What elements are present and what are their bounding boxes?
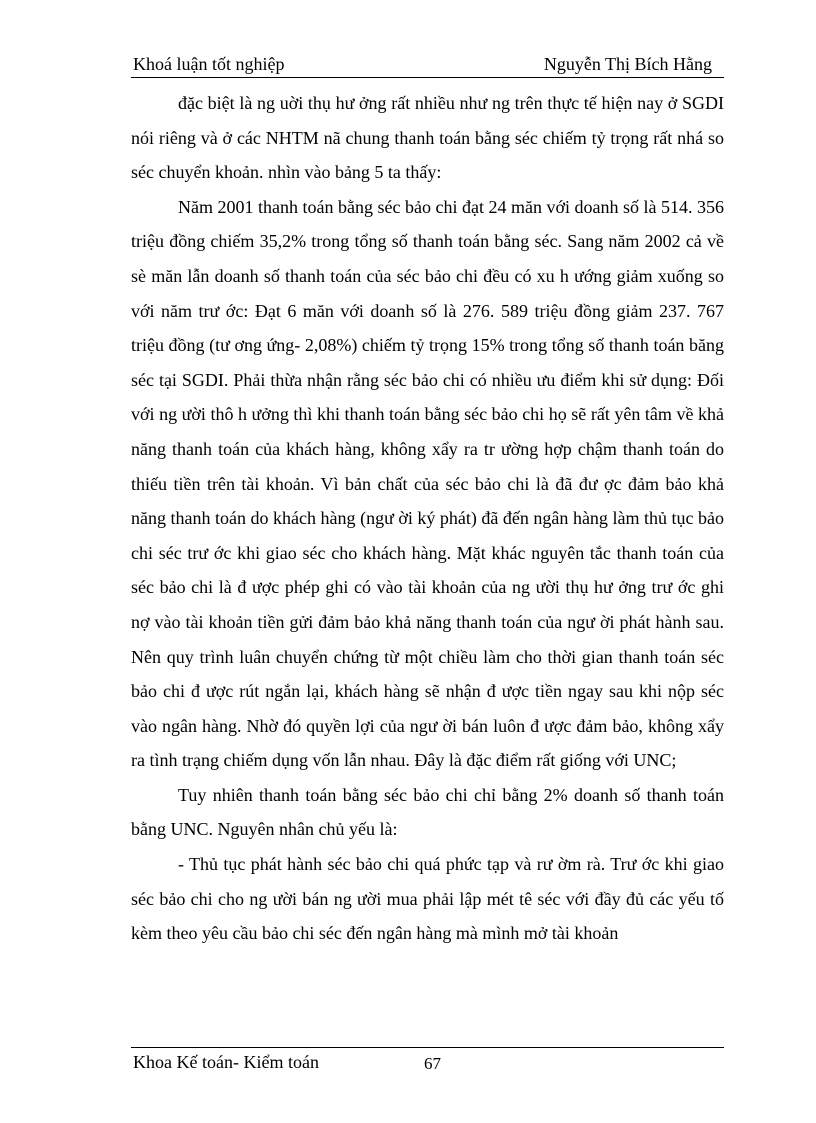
thesis-title: Khoá luận tốt nghiệp: [133, 54, 285, 74]
page-number: 67: [424, 1054, 441, 1073]
paragraph-however: Tuy nhiên thanh toán bằng séc bảo chi chỉ bằng 2% doanh số thanh toán bằng UNC. Nguyên nhân chủ yếu là:: [131, 784, 724, 840]
header-divider: [131, 77, 724, 78]
department-name: Khoa Kế toán- Kiểm toán: [133, 1052, 319, 1072]
document-body: [131, 86, 724, 951]
page-header: [131, 52, 724, 78]
paragraph-continuation: đặc biệt là ng uời thụ hư ởng rất nhiều như ng trên thực tế hiện nay ở SGDI nói riêng và ở các NHTM nã chung thanh toán bằng séc chiếm tỷ trọng rất nhá so séc chuyển khoản. nhìn vào bảng 5 ta thấy:: [131, 93, 724, 183]
author-name: Nguyễn Thị Bích Hằng: [543, 54, 712, 74]
paragraph-list-item: - Thủ tục phát hành séc bảo chi quá phức tạp và rư ờm rà. Trư ớc khi giao séc bảo chi cho ng ười bán ng ười mua phải lập mét tê séc với đầy đủ các yếu tố kèm theo yêu cầu bảo chi séc đến ngân hàng mà mình mở tài khoản: [131, 854, 724, 944]
paragraph-2001-statistics: Năm 2001 thanh toán bằng séc bảo chi đạt 24 măn với doanh số là 514. 356 triệu đồng chiếm 35,2% trong tổng số thanh toán bằng séc. Sang năm 2002 cả về sè măn lẫn doanh số thanh toán của séc bảo chi đều có xu h ướng giảm xuống so với năm trư ớc: Đạt 6 măn với doanh số là 276. 589 triệu đồng giảm 237. 767 triệu đồng (tư ơng ứng- 2,08%) chiếm tỷ trọng 15% trong tổng số thanh toán băng séc tại SGDI. Phải thừa nhận rằng séc bảo chi có nhiều ưu điểm khi sử dụng: Đối với ng ười thô h ưởng thì khi thanh toán bằng séc bảo chi họ sẽ rất yên tâm về khả năng thanh toán của khách hàng, không xẩy ra tr ường hợp chậm thanh toán do thiếu tiền trên tài khoản. Vì bản chất của séc bảo chi là đã đư ợc đảm bảo khả năng thanh toán do khách hàng (ngư ời ký phát) đã đến ngân hàng làm thủ tục bảo chi séc trư ớc khi giao séc cho khách hàng. Mặt khác nguyên tắc thanh toán của séc bảo chi là đ ược phép ghi có vào tài khoản của ng ười thụ hư ởng trư ớc ghi nợ vào tài khoản tiền gửi đảm bảo khả năng thanh toán của ngư ời phát hành sau. Nên quy trình luân chuyển chứng từ một chiều làm cho thời gian thanh toán séc bảo chi đ ược rút ngắn lại, khách hàng sẽ nhận đ ược tiền ngay sau khi nộp séc vào ngân hàng. Nhờ đó quyền lợi của ngư ời bán luôn đ ược đảm bảo, không xẩy ra tình trạng chiếm dụng vốn lẫn nhau. Đây là đặc điểm rất giống với UNC;: [131, 196, 724, 771]
footer-divider: [131, 1047, 724, 1048]
